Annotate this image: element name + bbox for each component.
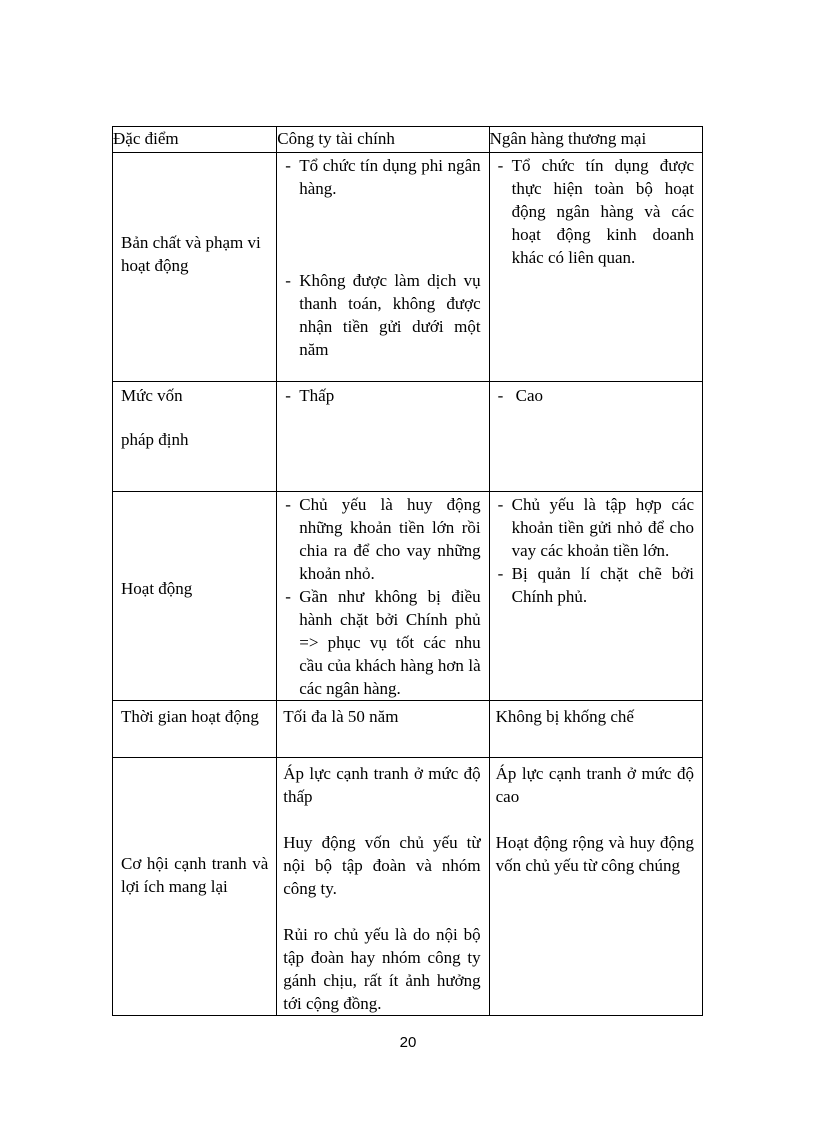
row-label-cell [113,492,277,701]
table-cell [489,153,702,382]
table-cell [277,153,489,382]
row-label-cell [113,758,277,1016]
table-cell [277,492,489,701]
list-item: - Bị quản lí chặt chẽ bởi Chính phủ. [497,564,694,606]
table-cell [277,382,489,492]
header-cell: Đặc điểm [113,127,277,153]
list-item: - Tổ chức tín dụng được thực hiện toàn bộ hoạt động ngân hàng và các hoạt động kinh doanh khác có liên quan. [497,156,694,267]
list-item: - Chủ yếu là huy động những khoản tiền lớn rồi chia ra để cho vay những khoản nhỏ. [285,495,481,583]
table-row [113,153,703,382]
list-item: - Chủ yếu là tập hợp các khoản tiền gửi nhỏ để cho vay các khoản tiền lớn. [497,495,694,560]
row-label: Cơ hội cạnh tranh và lợi ích mang lại [121,853,269,896]
cell-text: Áp lực cạnh tranh ở mức độ thấp Huy động vốn chủ yếu từ nội bộ tập đoàn và nhóm công ty. Rủi ro chủ yếu là do nội bộ tập đoàn hay nhóm công ty gánh chịu, rất ít ảnh hưởng tới cộng đồng. [283,764,481,1013]
row-label-cell [113,701,277,758]
table-cell [489,758,702,1016]
row-label: Thời gian hoạt động [121,707,259,726]
table-cell [277,758,489,1016]
row-label: Bản chất và phạm vi hoạt động [121,233,261,275]
table-row [113,701,703,758]
row-label: Mức vốn pháp định [121,386,189,449]
cell-text: Tối đa là 50 năm [283,707,399,726]
list-item: - Thấp [285,386,335,405]
list-item: - Tổ chức tín dụng phi ngân hàng. [285,156,481,198]
page-number: 20 [399,1034,417,1051]
row-label-cell [113,382,277,492]
table-row [113,382,703,492]
table-cell [489,492,702,701]
list-item: - Cao [497,386,544,405]
header-cell: Ngân hàng thương mại [489,127,702,153]
cell-text: Không bị khống chế [495,707,634,726]
table-cell [489,701,702,758]
row-label: Hoạt động [121,579,193,598]
table-cell [489,382,702,492]
table-cell [277,701,489,758]
table-row [113,492,703,701]
header-cell: Công ty tài chính [277,127,489,153]
table-row [113,758,703,1016]
list-item: - Không được làm dịch vụ thanh toán, không được nhận tiền gửi dưới một năm [285,271,481,359]
header-row [113,127,703,153]
list-item: - Gần như không bị điều hành chặt bởi Chính phủ => phục vụ tốt các nhu cầu của khách hàng hơn là các ngân hàng. [285,587,481,698]
cell-text: Áp lực cạnh tranh ở mức độ cao Hoạt động rộng và huy động vốn chủ yếu từ công chúng [495,764,694,875]
comparison-table [112,126,703,1016]
row-label-cell [113,153,277,382]
